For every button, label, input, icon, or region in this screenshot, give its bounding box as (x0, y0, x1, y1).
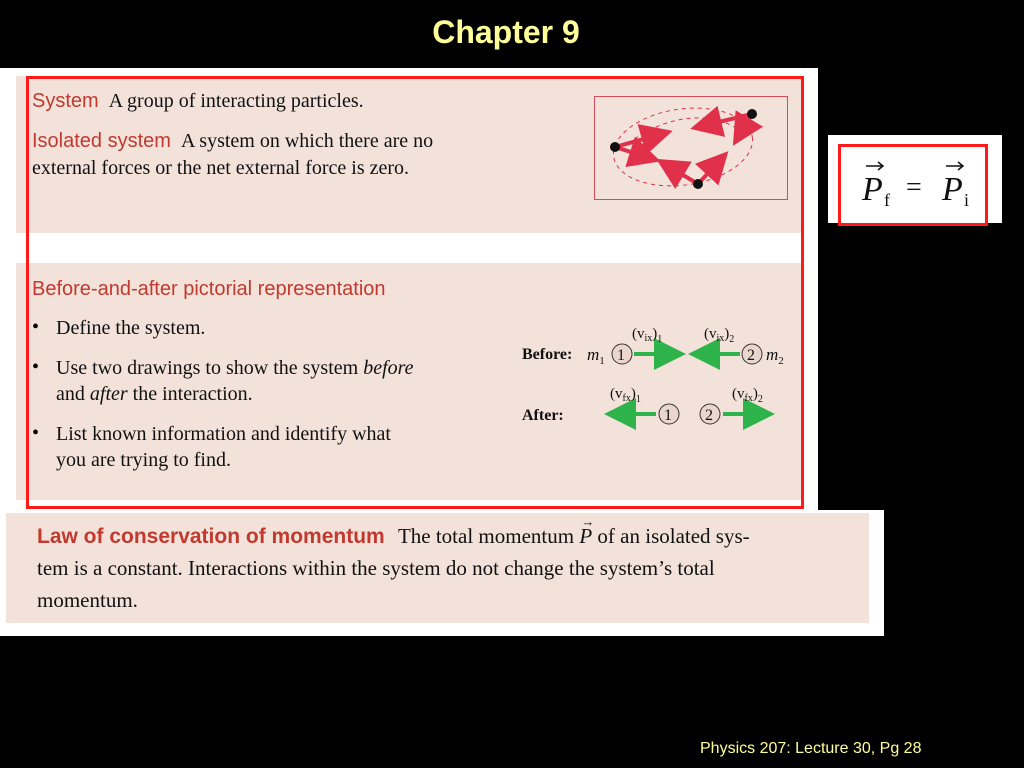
highlight-frame (26, 76, 804, 509)
bullet-2-text-after: after (89, 383, 128, 405)
v-fx2-label: $(v_{fx})_2$ (732, 386, 763, 405)
bullet-marker: • (32, 356, 40, 378)
isolated-system-def-line1: A system on which there are no (180, 130, 434, 152)
v-ix2-label: $(v_{ix})_2$ (704, 326, 735, 345)
bullet-3-line1: List known information and identify what (56, 423, 391, 445)
bullet-marker: • (32, 316, 40, 338)
equation-rhs-sub: i (964, 190, 970, 210)
isolated-system-def-line2: external forces or the net external force is zero. (32, 157, 410, 179)
equation-lhs-sub: f (884, 190, 890, 210)
vector-arrow-icon (866, 162, 883, 170)
bullet-2-text-and: and (56, 383, 90, 405)
system-definition-text: A group of interacting particles. (108, 90, 364, 112)
slide-title: Chapter 9 (432, 14, 580, 50)
law-heading: Law of conservation of momentum (37, 525, 385, 548)
before-label: Before: (522, 346, 573, 363)
ball-2-after-label: 2 (705, 407, 713, 424)
equation-lhs: P (862, 171, 883, 208)
ball-1-after-label: 1 (664, 407, 672, 424)
bullet-2-text-end: the interaction. (127, 383, 253, 405)
v-ix1-label: $(v_{ix})_1$ (632, 326, 663, 345)
m2-label: $m_2$ (766, 345, 784, 367)
after-label: After: (522, 407, 564, 424)
isolated-system-term: Isolated system (32, 130, 171, 152)
bullet-2-text-before: before (363, 357, 414, 379)
law-line3: momentum. (37, 588, 138, 612)
law-text-b: of an isolated sys- (592, 524, 750, 548)
ball-2-before-label: 2 (747, 347, 755, 364)
bullet-marker: • (32, 422, 40, 444)
ball-1-before-label: 1 (617, 347, 625, 364)
bullet-3-line2: you are trying to find. (56, 449, 231, 471)
equation-rhs: P (942, 171, 963, 208)
momentum-equation (850, 152, 980, 214)
bullet-1-text: Define the system. (56, 317, 206, 339)
v-fx1-label: $(v_{fx})_1$ (610, 386, 641, 405)
vector-arrow-icon: → (581, 514, 595, 529)
law-line1 (37, 514, 750, 549)
system-term: System (32, 90, 99, 112)
law-momentum-symbol (579, 514, 595, 549)
bullet-2-text-a: Use two drawings to show the system (56, 357, 364, 379)
vector-arrow-icon (946, 162, 963, 170)
pictorial-heading: Before-and-after pictorial representation (32, 278, 386, 300)
equation-equals: = (906, 172, 922, 203)
m1-label: $m_1$ (587, 345, 605, 367)
law-line2: tem is a constant. Interactions within the system do not change the system’s total (37, 556, 715, 580)
law-text-a: The total momentum (397, 524, 580, 548)
slide-footer: Physics 207: Lecture 30, Pg 28 (700, 740, 922, 757)
law-p-letter: P (579, 524, 593, 548)
